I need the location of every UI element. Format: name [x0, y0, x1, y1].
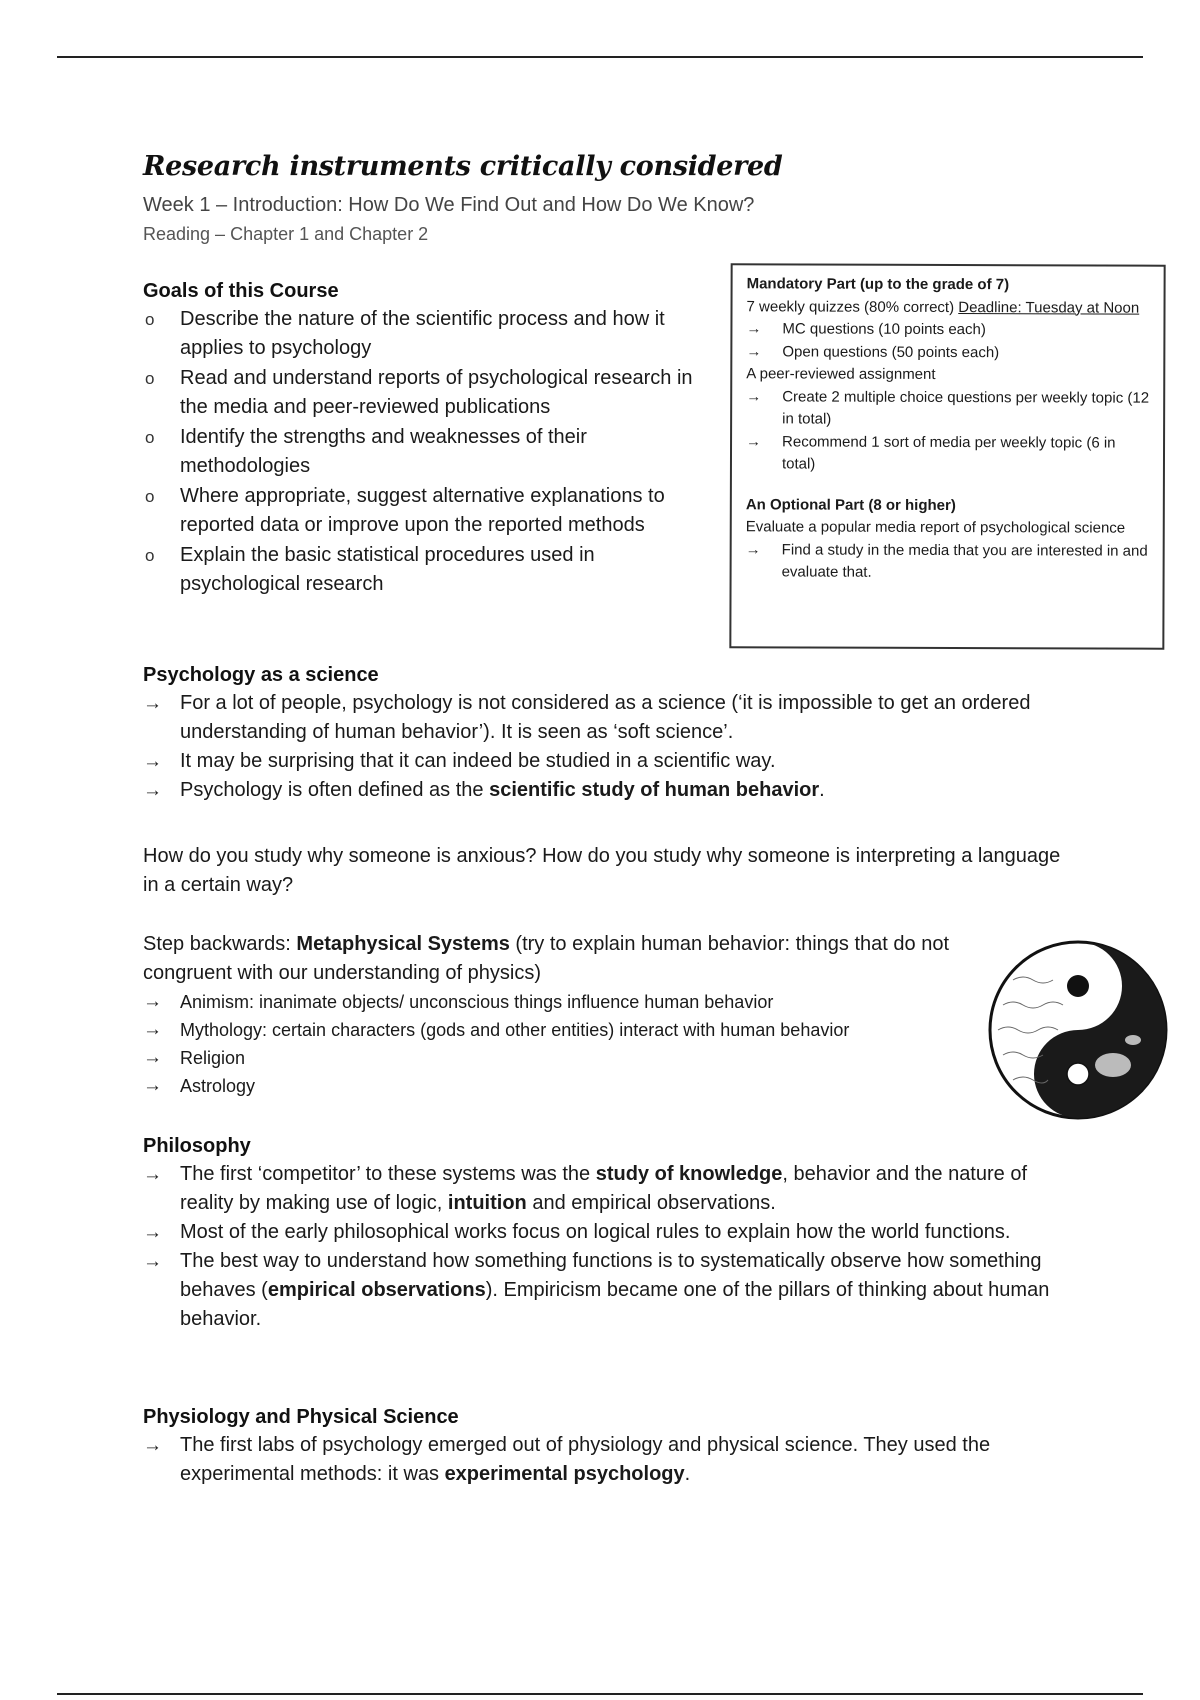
top-rule [57, 56, 1143, 58]
arrow-icon: → [143, 1435, 162, 1456]
circle-bullet-icon: o [145, 487, 155, 506]
psychology-science-heading: Psychology as a science [143, 664, 379, 686]
goals-list [143, 305, 718, 599]
arrow-icon: → [143, 1075, 162, 1096]
list-item: → It may be surprising that it can indeed be studied in a scientific way. [143, 747, 1063, 776]
list-item: o Explain the basic statistical procedures used in psychological research [143, 541, 718, 599]
physiology-heading: Physiology and Physical Science [143, 1406, 459, 1428]
list-item: → Animism: inanimate objects/ unconscious things influence human behavior [143, 988, 983, 1016]
list-item: o Where appropriate, suggest alternative explanations to reported data or improve upon the reported methods [143, 482, 718, 540]
quiz-line: 7 weekly quizzes (80% correct) Deadline: Tuesday at Noon [746, 297, 1140, 317]
list-item: → The first ‘competitor’ to these systems was the study of knowledge, behavior and the nature of reality by making use of logic, intuition and empirical observations. [143, 1160, 1063, 1218]
list-item: → The best way to understand how something functions is to systematically observe how something behaves (empirical observations). Empiricism became one of the pillars of thinking about human behavior. [143, 1247, 1063, 1334]
arrow-icon: → [143, 1251, 162, 1272]
philosophy-list [143, 1160, 1063, 1334]
arrow-icon: → [143, 751, 162, 772]
list-item: o Read and understand reports of psychological research in the media and peer-reviewed publications [143, 364, 718, 422]
philosophy-heading: Philosophy [143, 1135, 251, 1157]
physiology-section [143, 1403, 1063, 1489]
optional-heading: An Optional Part (8 or higher) [745, 495, 956, 514]
list-item: → Most of the early philosophical works focus on logical rules to explain how the world functions. [143, 1218, 1063, 1247]
metaphysical-intro: Step backwards: Metaphysical Systems (try to explain human behavior: things that do not congruent with our understanding of physics) [143, 933, 950, 984]
bottom-rule [57, 1693, 1143, 1695]
mandatory-heading: Mandatory Part (up to the grade of 7) [746, 275, 1010, 294]
reading-line: Reading – Chapter 1 and Chapter 2 [143, 224, 429, 244]
arrow-icon: → [746, 432, 762, 450]
list-item: → Mythology: certain characters (gods and other entities) interact with human behavior [143, 1016, 983, 1044]
arrow-icon: → [143, 780, 162, 801]
document-title: Research instruments critically considered [143, 151, 783, 182]
quiz-list [746, 318, 1149, 364]
circle-bullet-icon: o [145, 369, 155, 388]
list-item: → For a lot of people, psychology is not considered as a science (‘it is impossible to get an ordered understanding of human behavior’). It is seen as ‘soft science’. [143, 689, 1063, 747]
document-header [143, 148, 1043, 246]
spacer [746, 476, 1149, 495]
list-item: → Find a study in the media that you are interested in and evaluate that. [745, 540, 1148, 581]
list-item: → Psychology is often defined as the scientific study of human behavior. [143, 776, 1063, 805]
arrow-icon: → [143, 1164, 162, 1185]
arrow-icon: → [143, 1019, 162, 1040]
list-item: o Describe the nature of the scientific process and how it applies to psychology [143, 305, 718, 363]
circle-bullet-icon: o [145, 310, 155, 329]
peer-list [746, 386, 1149, 477]
list-item: → Create 2 multiple choice questions per weekly topic (12 in total) [746, 387, 1150, 428]
yin-yang-icon [983, 935, 1173, 1125]
list-item: → The first labs of psychology emerged out of physiology and physical science. They used the experimental methods: it was experimental psychology. [143, 1431, 1063, 1489]
list-item: o Identify the strengths and weaknesses of their methodologies [143, 423, 718, 481]
peer-line: A peer-reviewed assignment [746, 365, 936, 383]
arrow-icon: → [143, 1222, 162, 1243]
circle-bullet-icon: o [145, 546, 155, 565]
psychology-science-list [143, 689, 1063, 805]
metaphysical-section [143, 930, 983, 1100]
arrow-icon: → [143, 1047, 162, 1068]
grading-box [729, 263, 1165, 650]
psychology-science-section [143, 661, 1063, 805]
physiology-list [143, 1431, 1063, 1489]
week-subtitle: Week 1 – Introduction: How Do We Find Out and How Do We Know? [143, 194, 755, 216]
list-item: → MC questions (10 points each) [746, 318, 1149, 342]
arrow-icon: → [746, 387, 762, 405]
arrow-icon: → [143, 991, 162, 1012]
arrow-icon: → [143, 693, 162, 714]
optional-list [746, 539, 1149, 585]
question-paragraph: How do you study why someone is anxious? How do you study why someone is interpreting a language in a certain way? [143, 845, 1061, 896]
list-item: → Recommend 1 sort of media per weekly topic (6 in total) [746, 432, 1116, 473]
circle-bullet-icon: o [145, 428, 155, 447]
philosophy-section [143, 1132, 1063, 1334]
list-item: → Astrology [143, 1072, 983, 1100]
goals-section [143, 277, 718, 600]
metaphysical-list [143, 988, 983, 1100]
optional-line: Evaluate a popular media report of psychological science [745, 518, 1126, 537]
arrow-icon: → [746, 342, 762, 360]
goals-heading: Goals of this Course [143, 280, 339, 302]
list-item: → Open questions (50 points each) [746, 341, 1149, 365]
list-item: → Religion [143, 1044, 983, 1072]
arrow-icon: → [745, 540, 761, 558]
deadline-text: Deadline: Tuesday at Noon [958, 298, 1140, 317]
arrow-icon: → [746, 320, 762, 338]
